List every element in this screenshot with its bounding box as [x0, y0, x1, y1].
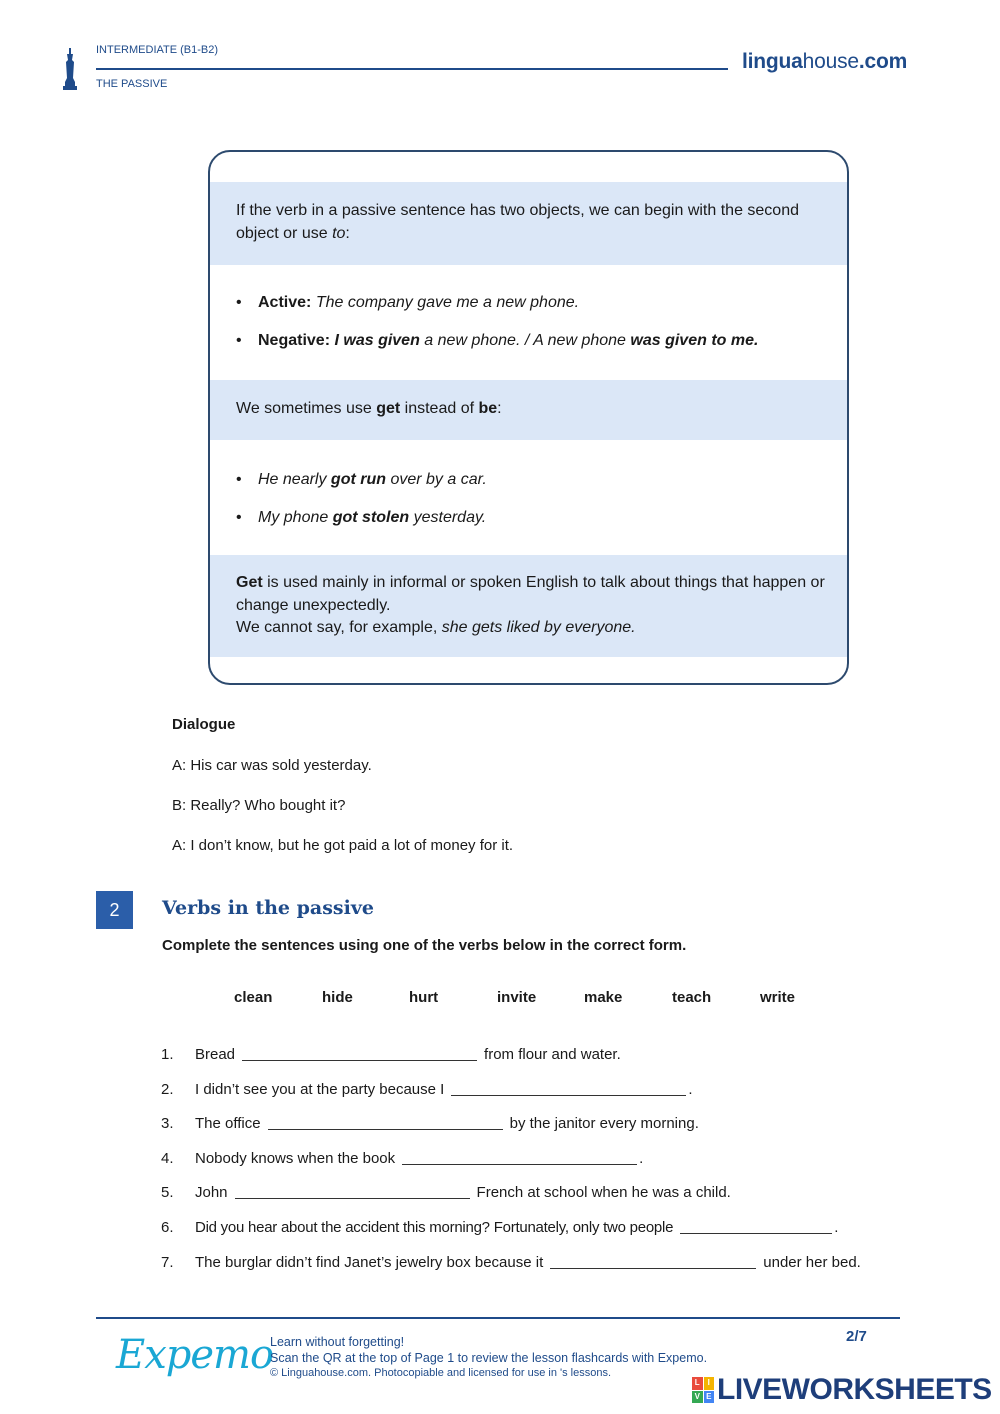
answer-blank[interactable]: [451, 1095, 686, 1096]
question-number: 1.: [161, 1046, 174, 1063]
get-instead-of-be-rule: We sometimes use get instead of be:: [236, 400, 502, 417]
word-bank-item: hide: [322, 989, 353, 1006]
dialogue-title: Dialogue: [172, 716, 236, 733]
answer-blank[interactable]: [550, 1268, 756, 1269]
question-number: 6.: [161, 1219, 174, 1236]
get-usage-note: Get is used mainly in informal or spoken English to talk about things that happen or change unexpectedly. We cannot say, for example, she gets liked by everyone.: [236, 574, 825, 636]
liveworksheets-watermark: [692, 1372, 992, 1408]
footer-tagline: Learn without forgetting!: [270, 1335, 405, 1349]
logo-part-house: house: [802, 50, 859, 73]
footer-copyright: © Linguahouse.com. Photocopiable and licensed for use in 's lessons.: [270, 1367, 612, 1379]
question-text-after: by the janitor every morning.: [509, 1115, 699, 1132]
dialogue-line: A: I don’t know, but he got paid a lot of money for it.: [172, 837, 514, 854]
word-bank-item: make: [584, 989, 623, 1006]
level-label: INTERMEDIATE (B1-B2): [96, 44, 219, 56]
question-text-after: from flour and water.: [484, 1046, 621, 1063]
question-text-before: The burglar didn’t find Janet’s jewelry box because it: [195, 1254, 544, 1271]
answer-blank[interactable]: [235, 1198, 470, 1199]
answer-blank[interactable]: [402, 1164, 637, 1165]
logo-part-lingua: lingua: [742, 50, 803, 73]
grammar-box: If the verb in a passive sentence has two objects, we can begin with the second object or use to: Active: The company gave me a new phone. Negative: I was given a new phone. / A new phone was given to me. We sometimes use get instead of be: He nearly got run over by a car. My phone got stolen yesterday. Get is used mainly in informal or spoken English to talk about things that happen or change unexpectedly. We cannot say, for example, she gets liked by everyone.: [208, 150, 849, 685]
word-bank-item: write: [760, 989, 796, 1006]
exercise-instructions: Complete the sentences using one of the verbs below in the correct form.: [162, 937, 687, 954]
dialogue-line: A: His car was sold yesterday.: [172, 757, 372, 774]
linguahouse-logo[interactable]: [742, 50, 907, 74]
word-bank-item: hurt: [409, 989, 439, 1006]
word-bank-item: invite: [497, 989, 537, 1006]
header-divider: [96, 68, 728, 70]
question-text-before: Did you hear about the accident this morning? Fortunately, only two people: [195, 1219, 674, 1236]
question-text-before: Bread: [195, 1046, 236, 1063]
question-text-before: Nobody knows when the book: [195, 1150, 396, 1167]
page-number: 2/7: [846, 1328, 867, 1345]
expemo-logo[interactable]: Expemo: [116, 1332, 274, 1378]
question-text-after: .: [688, 1081, 693, 1098]
statue-of-liberty-icon: [62, 48, 78, 90]
two-objects-rule: If the verb in a passive sentence has two objects, we can begin with the second object or use to:: [236, 202, 799, 242]
answer-blank[interactable]: [268, 1129, 503, 1130]
question-text-after: under her bed.: [763, 1254, 861, 1271]
word-bank-item: teach: [672, 989, 712, 1006]
question-number: 4.: [161, 1150, 174, 1167]
question-text-after: French at school when he was a child.: [476, 1184, 731, 1201]
question-number: 7.: [161, 1254, 174, 1271]
logo-part-com: .com: [858, 50, 908, 73]
dialogue-line: B: Really? Who bought it?: [172, 797, 346, 814]
question-text-after: .: [834, 1219, 839, 1236]
section-title: Verbs in the passive: [162, 897, 374, 919]
question-text-before: The office: [195, 1115, 261, 1132]
question-text-before: John: [195, 1184, 228, 1201]
topic-label: THE PASSIVE: [96, 78, 168, 90]
word-bank-item: clean: [234, 989, 273, 1006]
footer-divider: [96, 1317, 900, 1319]
question-text-after: .: [639, 1150, 644, 1167]
question-number: 2.: [161, 1081, 174, 1098]
liveworksheets-icon: L I V E: [692, 1377, 714, 1403]
section-number: 2: [96, 891, 133, 929]
answer-blank[interactable]: [680, 1233, 832, 1234]
question-number: 5.: [161, 1184, 174, 1201]
answer-blank[interactable]: [242, 1060, 477, 1061]
question-text-before: I didn’t see you at the party because I: [195, 1081, 445, 1098]
footer-qr-note: Scan the QR at the top of Page 1 to review the lesson flashcards with Expemo.: [270, 1351, 708, 1365]
liveworksheets-text: LIVEWORKSHEETS: [717, 1373, 992, 1406]
question-number: 3.: [161, 1115, 174, 1132]
